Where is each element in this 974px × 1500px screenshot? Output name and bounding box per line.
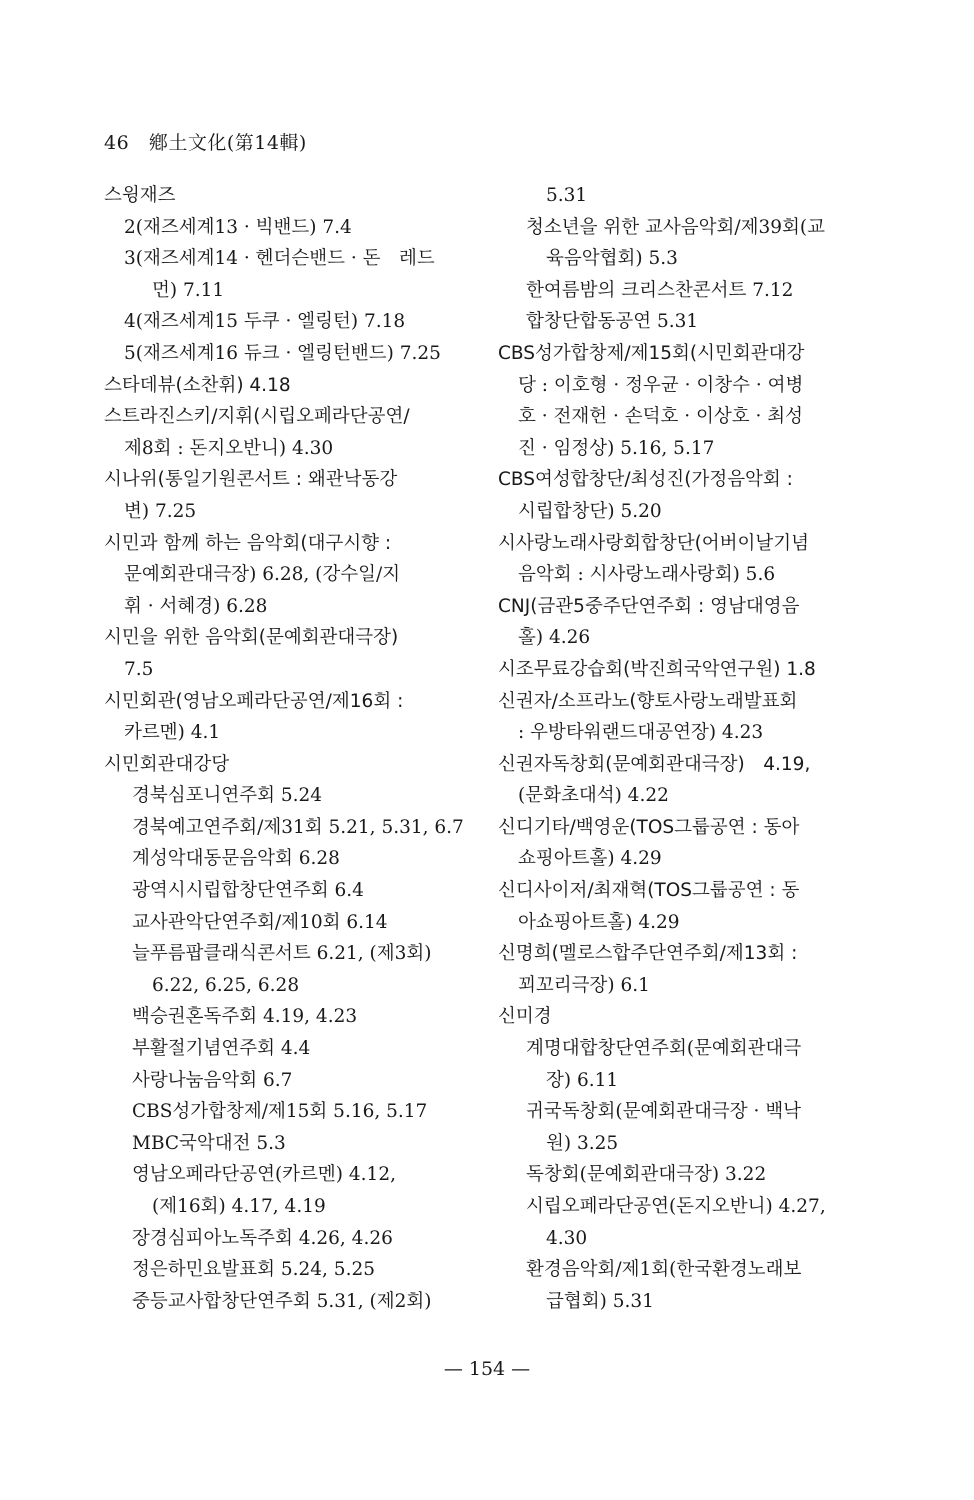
index-entry: 시조무료강습회(박진희국악연구원) 1.8	[498, 658, 816, 680]
index-subentry: 4.30	[546, 1227, 588, 1249]
index-subentry: 계성악대동문음악회 6.28	[132, 848, 340, 870]
index-subentry: 경북예고연주회/제31회 5.21, 5.31, 6.7	[132, 816, 464, 838]
footer-page-label: — 154 —	[443, 1358, 531, 1380]
index-subentry: 꾀꼬리극장) 6.1	[518, 974, 650, 996]
index-entry: CNJ(금관5중주단연주회 : 영남대영음	[498, 595, 800, 617]
index-entry: 시민을 위한 음악회(문예회관대극장)	[104, 627, 399, 649]
index-subentry: 부활절기념연주회 4.4	[132, 1038, 311, 1060]
index-subentry: 광역시시립합창단연주회 6.4	[132, 880, 364, 902]
index-right-column	[498, 180, 870, 1317]
page-footer	[0, 1358, 974, 1380]
index-subentry: 경북심포니연주회 5.24	[132, 785, 323, 807]
index-subentry: 장경심피아노독주회 4.26, 4.26	[132, 1227, 393, 1249]
index-subentry: 시립오페라단공연(돈지오반니) 4.27,	[526, 1196, 826, 1217]
index-entry: 스윙재즈	[104, 185, 176, 206]
index-subentry: 제8회 : 돈지오반니) 4.30	[124, 437, 334, 459]
index-subentry: 시립합창단) 5.20	[518, 500, 662, 522]
index-subentry: 아쇼핑아트홀) 4.29	[518, 911, 680, 933]
index-subentry: 합창단합동공연 5.31	[526, 311, 699, 333]
index-subentry: 청소년을 위한 교사음악회/제39회(교	[526, 216, 825, 238]
index-subentry: 7.5	[124, 658, 154, 680]
index-subentry: 음악회 : 시사랑노래사랑회) 5.6	[518, 564, 776, 586]
index-subentry: : 우방타워랜드대공연장) 4.23	[518, 722, 764, 744]
index-subentry: 3(재즈세계14 · 헨더슨밴드 · 돈 레드	[124, 248, 435, 270]
index-subentry: 5.31	[546, 185, 588, 206]
index-subentry: (문화초대석) 4.22	[518, 785, 669, 807]
index-subentry: 장) 6.11	[546, 1069, 619, 1091]
index-entry: 신권자독창회(문예회관대극장) 4.19,	[498, 753, 811, 775]
index-entry: CBS여성합창단/최성진(가정음악회 :	[498, 469, 793, 491]
header-page-number: 46	[104, 132, 130, 154]
index-subentry: 사랑나눔음악회 6.7	[132, 1069, 293, 1091]
header-book-title: 鄕土文化(第14輯)	[148, 132, 307, 154]
index-subentry: 문예회관대극장) 6.28, (강수일/지	[124, 564, 401, 586]
index-entry: 신디사이저/최재혁(TOS그룹공연 : 동	[498, 880, 800, 902]
index-subentry: 독창회(문예회관대극장) 3.22	[526, 1164, 767, 1186]
index-left-column	[104, 180, 476, 1317]
index-subentry: 5(재즈세계16 듀크 · 엘링턴밴드) 7.25	[124, 342, 441, 364]
index-subentry: 홀) 4.26	[518, 627, 591, 649]
index-subentry: 카르멘) 4.1	[124, 722, 221, 744]
index-entry: 신명희(멜로스합주단연주회/제13회 :	[498, 943, 798, 965]
index-entry: 신권자/소프라노(향토사랑노래발표회	[498, 690, 798, 712]
index-subentry: 4(재즈세계15 두쿠 · 엘링턴) 7.18	[124, 311, 406, 333]
index-subentry: 한여름밤의 크리스찬콘서트 7.12	[526, 279, 794, 301]
index-subentry: 휘 · 서혜경) 6.28	[124, 595, 268, 617]
index-subentry: 호 · 전재헌 · 손덕호 · 이상호 · 최성	[518, 406, 804, 428]
index-entry: 시민회관대강당	[104, 753, 230, 775]
index-subentry: 환경음악회/제1회(한국환경노래보	[526, 1259, 802, 1281]
index-subentry: 영남오페라단공연(카르멘) 4.12,	[132, 1164, 396, 1186]
index-subentry: 육음악협회) 5.3	[546, 248, 678, 270]
index-entry: 시사랑노래사랑회합창단(어버이날기념	[498, 532, 810, 554]
index-entry: 시나위(통일기원콘서트 : 왜관낙동강	[104, 469, 398, 491]
index-subentry: 원) 3.25	[546, 1132, 619, 1154]
index-subentry: 계명대합창단연주회(문예회관대극	[526, 1038, 802, 1060]
index-subentry: 변) 7.25	[124, 500, 197, 522]
index-subentry: 중등교사합창단연주회 5.31, (제2회)	[132, 1290, 432, 1312]
index-subentry: (제16회) 4.17, 4.19	[152, 1196, 326, 1217]
index-subentry: 당 : 이호형 · 정우균 · 이창수 · 여병	[518, 374, 804, 396]
index-subentry: 6.22, 6.25, 6.28	[152, 974, 300, 996]
index-subentry: 진 · 임정상) 5.16, 5.17	[518, 437, 715, 459]
index-entry: 신디기타/백영운(TOS그룹공연 : 동아	[498, 816, 800, 838]
index-entry: 시민회관(영남오페라단공연/제16회 :	[104, 690, 404, 712]
index-subentry: 급협회) 5.31	[546, 1290, 654, 1312]
index-subentry: MBC국악대전 5.3	[132, 1132, 286, 1154]
index-subentry: 교사관악단연주회/제10회 6.14	[132, 911, 388, 933]
index-entry: 신미경	[498, 1006, 552, 1028]
index-subentry: 쇼핑아트홀) 4.29	[518, 848, 662, 870]
index-entry: 스트라진스키/지휘(시립오페라단공연/	[104, 406, 410, 428]
index-subentry: 귀국독창회(문예회관대극장 · 백낙	[526, 1101, 802, 1123]
index-entry: 시민과 함께 하는 음악회(대구시향 :	[104, 532, 392, 554]
index-subentry: 정은하민요발표회 5.24, 5.25	[132, 1259, 375, 1281]
index-entry: CBS성가합창제/제15회(시민회관대강	[498, 342, 805, 364]
page-header	[104, 128, 307, 155]
index-subentry: 백승권혼독주회 4.19, 4.23	[132, 1006, 358, 1028]
index-subentry: 먼) 7.11	[152, 279, 225, 301]
index-subentry: 늘푸름팝클래식콘서트 6.21, (제3회)	[132, 943, 432, 965]
index-subentry: CBS성가합창제/제15회 5.16, 5.17	[132, 1101, 428, 1123]
index-entry: 스타데뷰(소찬휘) 4.18	[104, 374, 291, 396]
index-subentry: 2(재즈세계13 · 빅밴드) 7.4	[124, 216, 352, 238]
